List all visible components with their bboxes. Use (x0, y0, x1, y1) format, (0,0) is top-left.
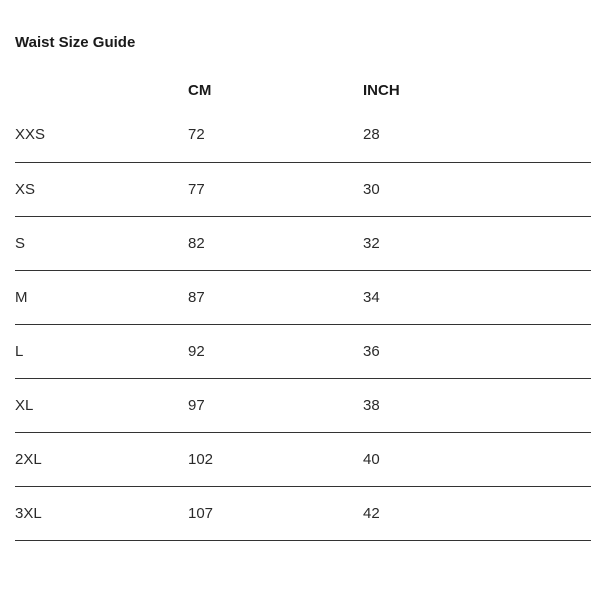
cell-cm: 82 (188, 234, 205, 252)
cell-inch: 30 (363, 180, 380, 198)
cell-cm: 102 (188, 450, 214, 468)
cell-size: M (15, 288, 28, 306)
table-row (15, 486, 591, 540)
table-header-row (15, 72, 591, 108)
column-header-size (15, 72, 188, 108)
cell-size: XS (15, 180, 36, 198)
table-row (15, 432, 591, 486)
table-row (15, 216, 591, 270)
cell-size: XL (15, 396, 34, 414)
cell-cm: 107 (188, 504, 214, 522)
table-row (15, 270, 591, 324)
cell-cm: 77 (188, 180, 205, 198)
table-row (15, 162, 591, 216)
cell-cm: 72 (188, 126, 205, 144)
cell-size: 2XL (15, 450, 42, 468)
table-row (15, 324, 591, 378)
cell-inch: 42 (363, 504, 380, 522)
cell-inch: 28 (363, 126, 380, 144)
cell-size: 3XL (15, 504, 42, 522)
cell-size: XXS (15, 126, 46, 144)
table-row (15, 108, 591, 162)
cell-inch: 40 (363, 450, 380, 468)
column-header-inch: INCH (363, 81, 400, 99)
cell-cm: 92 (188, 342, 205, 360)
cell-size: L (15, 342, 24, 360)
column-header-cm: CM (188, 81, 212, 99)
table-row (15, 378, 591, 432)
size-guide-table (15, 72, 591, 541)
cell-size: S (15, 234, 26, 252)
cell-inch: 32 (363, 234, 380, 252)
page-title: Waist Size Guide (15, 34, 136, 51)
cell-inch: 38 (363, 396, 380, 414)
cell-inch: 36 (363, 342, 380, 360)
cell-inch: 34 (363, 288, 380, 306)
cell-cm: 97 (188, 396, 205, 414)
cell-cm: 87 (188, 288, 205, 306)
